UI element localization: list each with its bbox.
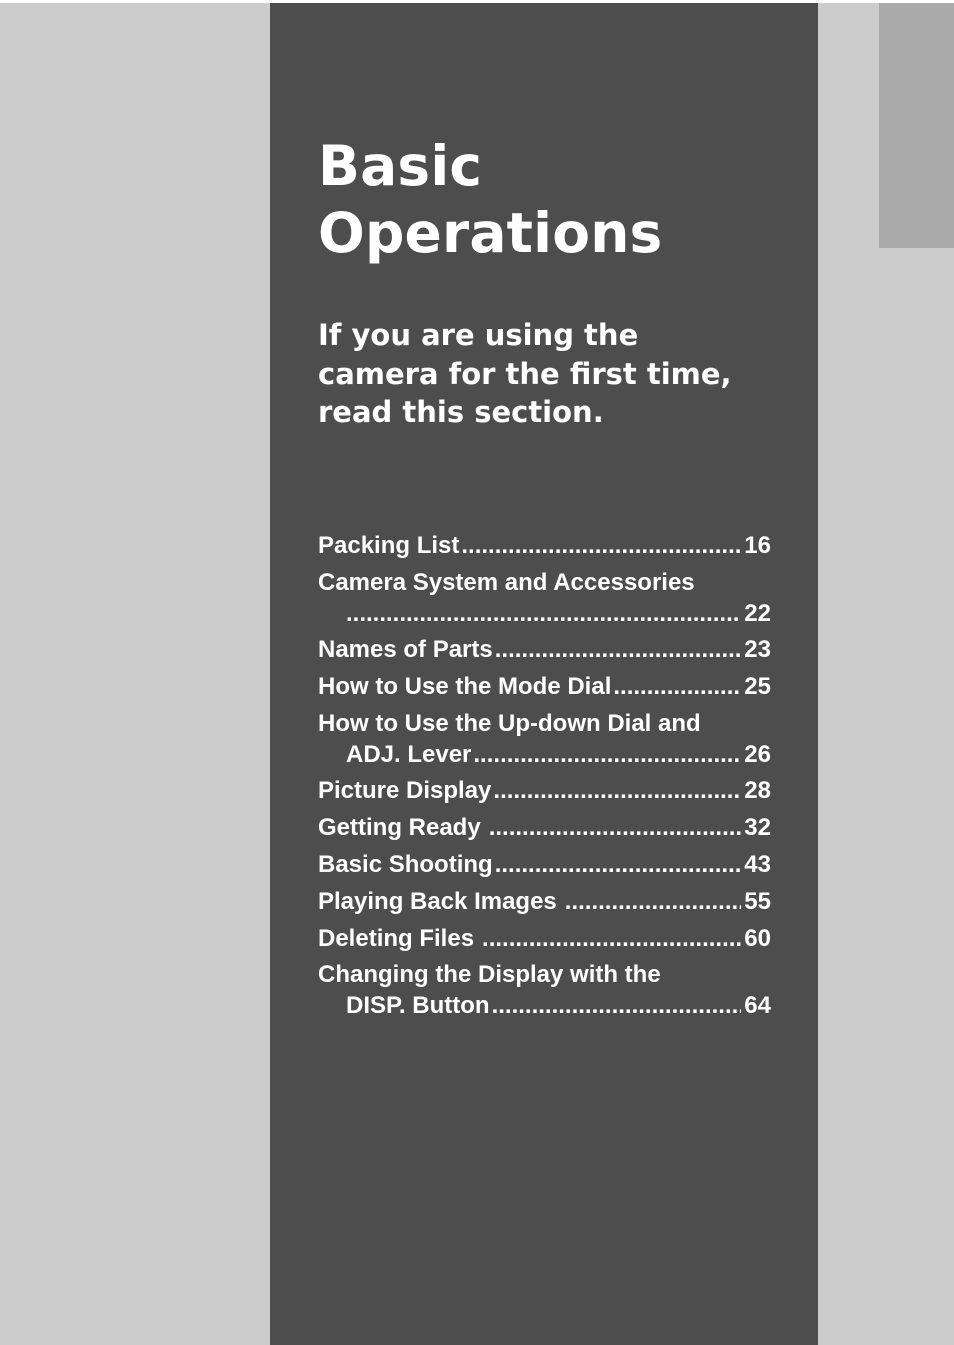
section-title-line1: Basic [318, 134, 483, 198]
toc-entry-page: 23 [744, 636, 771, 663]
toc-entry-names-of-parts[interactable] [318, 635, 771, 665]
toc-leader-dots [565, 887, 741, 917]
toc-leader-dots [482, 924, 741, 954]
toc-entry-mode-dial[interactable] [318, 672, 771, 702]
toc-leader-dots [492, 991, 741, 1021]
toc-entry-camera-system[interactable] [318, 568, 771, 598]
toc-entry-page: 16 [744, 532, 771, 559]
toc-leader-dots [473, 740, 741, 770]
toc-leader-dots [461, 531, 741, 561]
toc-entry-camera-system-page-line[interactable] [346, 599, 771, 629]
toc-leader-dots [489, 813, 741, 843]
toc-entry-page: 60 [744, 925, 771, 952]
toc-entry-label: Changing the Display with the [318, 961, 661, 988]
section-subtitle-line1: If you are using the [318, 318, 639, 352]
toc-entry-label: DISP. Button [346, 992, 490, 1019]
toc-entry-page: 43 [744, 851, 771, 878]
toc-entry-label: Playing Back Images [318, 888, 557, 915]
toc-entry-page: 26 [744, 741, 771, 768]
toc-entry-picture-display[interactable] [318, 776, 771, 806]
toc-entry-deleting-files[interactable] [318, 924, 771, 954]
toc-entry-label: Deleting Files [318, 925, 475, 952]
toc-entry-label: Camera System and Accessories [318, 569, 695, 596]
toc-entry-label: ADJ. Lever [346, 741, 472, 768]
toc-entry-page: 25 [744, 673, 771, 700]
toc-entry-packing-list[interactable] [318, 531, 771, 561]
section-subtitle-line2: camera for the first time, [318, 356, 732, 391]
toc-entry-playing-back[interactable] [318, 887, 771, 917]
toc-entry-label: Names of Parts [318, 636, 493, 663]
toc-entry-label: How to Use the Mode Dial [318, 673, 612, 700]
toc-entry-disp-button[interactable] [318, 960, 771, 990]
toc-leader-dots [613, 672, 741, 702]
toc-entry-label: Picture Display [318, 777, 492, 804]
section-title [318, 133, 663, 267]
toc-entry-getting-ready[interactable] [318, 813, 771, 843]
toc-leader-dots [495, 635, 741, 665]
toc-entry-label: Getting Ready [318, 814, 481, 841]
thumb-index-tab [879, 3, 954, 248]
toc-entry-page: 32 [744, 814, 771, 841]
toc-leader-dots [346, 599, 741, 629]
toc-entry-disp-button-line2[interactable] [346, 991, 771, 1021]
toc-entry-label: Packing List [318, 532, 460, 559]
toc-leader-dots [493, 776, 741, 806]
section-title-line2: Operations [318, 201, 663, 265]
section-subtitle-line3: read this section. [318, 395, 604, 429]
toc-entry-updown-dial[interactable] [318, 709, 771, 739]
toc-entry-page: 22 [744, 600, 771, 627]
toc-entry-page: 28 [744, 777, 771, 804]
toc-entry-label: How to Use the Up-down Dial and [318, 710, 701, 737]
toc-entry-page: 55 [744, 888, 771, 915]
section-subtitle [318, 316, 732, 432]
toc-entry-page: 64 [744, 992, 771, 1019]
page-background-left [0, 3, 270, 1345]
toc-entry-label: Basic Shooting [318, 851, 493, 878]
toc-entry-basic-shooting[interactable] [318, 850, 771, 880]
toc-entry-updown-dial-line2[interactable] [346, 740, 771, 770]
toc-leader-dots [495, 850, 741, 880]
